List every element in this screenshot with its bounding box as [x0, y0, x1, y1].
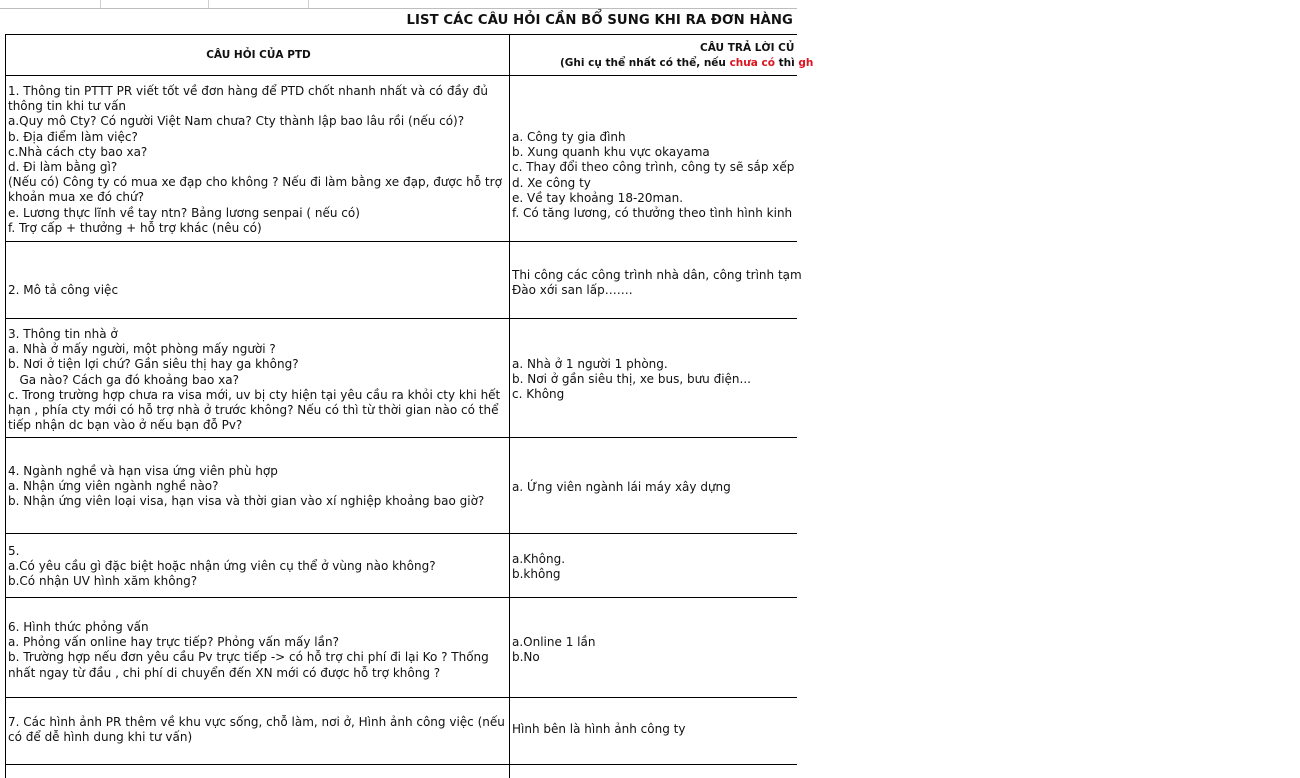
note-highlight: chưa có — [729, 57, 775, 69]
question-cell: 3. Thông tin nhà ở a. Nhà ở mấy người, một phòng mấy người ? b. Nơi ở tiện lợi chứ? Gần siêu thị hay ga không? Ga nào? Cách ga đó khoảng bao xa? c. Trong trường hợp chưa ra visa mới, uv bị cty hiện tại yêu cầu ra khỏi cty khi hết hạn , phía cty mới có hỗ trợ nhà ở trước không? Nếu có thì từ thời gian nào có thể tiếp nhận dc bạn vào ở nếu bạn đỗ Pv? — [8, 327, 501, 433]
question-cell: 5. a.Có yêu cầu gì đặc biệt hoặc nhận ứng viên cụ thể ở vùng nào không? b.Có nhận UV hình xăm không? — [8, 544, 436, 589]
row-divider — [5, 697, 797, 698]
note-text: (Ghi cụ thể nhất có thể, nếu — [560, 57, 730, 69]
question-cell: 1. Thông tin PTTT PR viết tốt về đơn hàng để PTD chốt nhanh nhất và có đầy đủ thông tin khi tư vấn a.Quy mô Cty? Có người Việt Nam chưa? Cty thành lập bao lâu rồi (nếu có)? b. Địa điểm làm việc? c.Nhà cách cty bao xa? d. Đi làm bằng gì? (Nếu có) Công ty có mua xe đạp cho không ? Nếu đi làm bằng xe đạp, được hỗ trợ khoản mua xe đó chứ? e. Lương thực lĩnh về tay ntn? Bảng lương senpai ( nếu có) f. Trợ cấp + thưởng + hỗ trợ khác (nêu có) — [8, 84, 502, 235]
row-divider — [5, 241, 797, 242]
row-divider — [5, 318, 797, 319]
header-top-border — [5, 34, 797, 35]
answer-cell: Hình bên là hình ảnh công ty — [512, 722, 686, 736]
row-divider — [5, 437, 797, 438]
header-bottom-border — [5, 75, 797, 76]
question-cell: 4. Ngành nghề và hạn visa ứng viên phù hợp a. Nhận ứng viên ngành nghề nào? b. Nhận ứng viên loại visa, hạn visa và thời gian vào xí nghiệp khoảng bao giờ? — [8, 464, 485, 509]
column-header-answers-title: CÂU TRẢ LỜI CỦ — [700, 42, 795, 54]
note-text: thì — [774, 57, 799, 69]
sheet-title: LIST CÁC CÂU HỎI CẦN BỔ SUNG KHI RA ĐƠN HÀNG — [406, 13, 793, 28]
answer-cell: a.Không. b.không — [512, 552, 566, 582]
answer-cell: a. Ứng viên ngành lái máy xây dựng — [512, 480, 731, 494]
question-cell: 6. Hình thức phỏng vấn a. Phỏng vấn online hay trực tiếp? Phỏng vấn mấy lần? b. Trường hợp nếu đơn yêu cầu Pv trực tiếp -> có hỗ trợ chi phí đi lại Ko ? Thống nhất ngay từ đầu , chi phí di chuyển đến XN mới có được hỗ trợ không ? — [8, 620, 489, 680]
table-column-divider — [509, 34, 510, 778]
table-bottom-border — [5, 764, 797, 765]
column-header-answers — [512, 36, 814, 74]
note-highlight: gh — [798, 57, 814, 69]
row-divider — [5, 533, 797, 534]
answer-cell: a. Nhà ở 1 người 1 phòng. b. Nơi ở gần siêu thị, xe bus, bưu điện... c. Không — [512, 357, 751, 402]
column-header-answers-note — [560, 57, 813, 69]
answer-cell: Thi công các công trình nhà dân, công trình tạm Đào xới san lấp……. — [512, 268, 802, 298]
column-header-questions: CÂU HỎI CỦA PTD — [206, 49, 311, 61]
answer-cell: a.Online 1 lần b.No — [512, 635, 596, 665]
question-cell: 7. Các hình ảnh PR thêm về khu vực sống, chỗ làm, nơi ở, Hình ảnh công việc (nếu có để dễ hình dung khi tư vấn) — [8, 715, 505, 745]
question-cell: 2. Mô tả công việc — [8, 283, 119, 297]
table-left-border — [5, 34, 6, 778]
answer-cell: a. Công ty gia đình b. Xung quanh khu vực okayama c. Thay đổi theo công trình, công ty sẽ sắp xếp d. Xe công ty e. Về tay khoảng 18-20man. f. Có tăng lương, có thưởng theo tình hình kinh — [512, 130, 795, 221]
row-divider — [5, 597, 797, 598]
